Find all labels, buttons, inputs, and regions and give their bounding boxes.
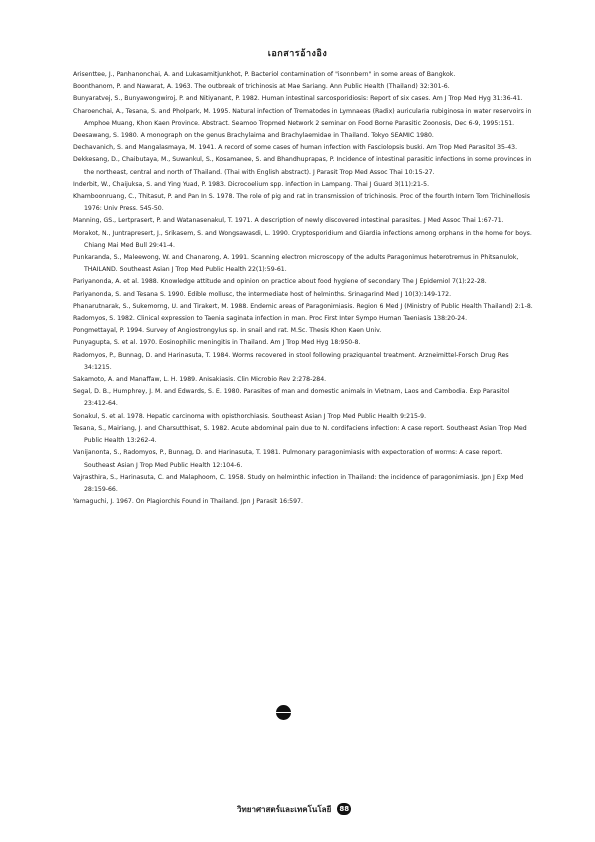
reference-item: Punkaranda, S., Maleewong, W. and Chanarong, A. 1991. Scanning electron microscopy of the adults Paragonimus heterotremus in Phitsanulok, THAILAND. Southeast Asian J Trop Med Public Health 22(1):59-61. xyxy=(73,254,519,274)
page-footer xyxy=(237,802,357,816)
reference-item: Sonakul, S. et al. 1978. Hepatic carcinoma with opisthorchiasis. Southeast Asian J Trop Med Public Health 9:215-9. xyxy=(73,412,427,420)
reference-item: Sakamoto, A. and Manaffaw, L. H. 1989. Anisakiasis. Clin Microbio Rev 2:278-284. xyxy=(73,376,327,384)
reference-item: Phanarutnarak, S., Sukemorng, U. and Tirakert, M. 1988. Endemic areas of Paragonimiasis. Region 6 Med J (Ministry of Public Health Thailand) 2:1-8. xyxy=(73,302,533,310)
reference-item: Khamboonruang, C., Thitasut, P. and Pan In S. 1978. The role of pig and rat in transmission of trichinosis. Proc of the fourth Intern Tom Trichinellosis 1976: Univ Press. 545-50. xyxy=(73,193,530,213)
reference-item: Segal, D. B., Humphrey, J. M. and Edwards, S. E. 1980. Parasites of man and domestic animals in Vietnam, Laos and Cambodia. Exp Parasitol 23:412-64. xyxy=(73,388,510,408)
reference-item: Radomyos, S. 1982. Clinical expression to Taenia saginata infection in man. Proc First Inter Sympo Human Taeniasis 138:20-24. xyxy=(73,315,468,323)
reference-item: Vanijanonta, S., Radomyos, P., Bunnag, D. and Harinasuta, T. 1981. Pulmonary paragonimiasis with expectoration of worms: A case report. Southeast Asian J Trop Med Public Health 12:104-6. xyxy=(73,449,503,469)
reference-item: Charoenchai, A., Tesana, S. and Pholpark, M. 1995. Natural infection of Trematodes in Lymnaeas (Radix) auricularia rubiginosa in water reservoirs in Amphoe Muang, Khon Kaen Province. Abstract. Seamoo Tropmed Network 2 seminar on Food Borne Parasitic Zoonosis, Dec 6-9, 1995:151. xyxy=(73,107,532,127)
reference-item: Tesana, S., Mairiang, J. and Charsutthisat, S. 1982. Acute abdominal pain due to N. cordifaciens infection: A case report. Southeast Asian Trop Med Public Health 13:262-4. xyxy=(73,424,527,445)
reference-item: Inderbit, W., Chaijuksa, S. and Ying Yuad, P. 1983. Dicrocoelium spp. infection in Lampang. Thai J Guard 3(11):21-5. xyxy=(73,180,430,188)
reference-item: Radomyos, P., Bunnag, D. and Harinasuta, T. 1984. Worms recovered in stool following praziquantel treatment. Arzneimittel-Forsch Drug Res 34:1215. xyxy=(73,351,509,371)
reference-item: Yamaguchi, J. 1967. On Plagiorchis Found in Thailand. Jpn J Parasit 16:597. xyxy=(73,498,303,506)
footer-journal-name: วิทยาศาสตร์และเทคโนโลยี xyxy=(237,804,332,814)
end-marker-icon xyxy=(276,705,291,720)
reference-item: Bunyaratvej, S., Bunyawongwiroj, P. and Nitiyanant, P. 1982. Human intestinal sarcosporidiosis: Report of six cases. Am J Trop Med Hyg 31:36-41. xyxy=(73,95,523,103)
page-number: 88 xyxy=(337,803,351,815)
reference-item: Boonthanom, P. and Nawarat, A. 1963. The outbreak of trichinosis at Mae Sariang. Ann Public Health (Thailand) 32:301-6. xyxy=(73,83,450,91)
reference-item: Morakot, N., Juntrapresert, J., Srikasem, S. and Wongsawasdi, L. 1990. Cryptosporidium and Giardia infections among orphans in the home for boys. Chiang Mai Med Bull 29:41-4. xyxy=(73,229,532,249)
reference-item: Vajrasthira, S., Harinasuta, C. and Malaphoom, C. 1958. Study on helminthic infection in Thailand: the incidence of paragonimiasis. Jpn J Exp Med 28:159-66. xyxy=(73,473,524,493)
reference-item: Arisenttee, J., Panhanonchai, A. and Lukasamitjunkhot, P. Bacteriol contamination of "isonnbern" in some areas of Bangkok. xyxy=(73,71,456,78)
reference-item: Manning, GS., Lertprasert, P. and Watanasenakul, T. 1971. A description of newly discovered intestinal parasites. J Med Assoc Thai 1:67-71. xyxy=(73,217,504,225)
reference-item: Dekkesang, D., Chaibutaya, M., Suwankul, S., Kosamanee, S. and Bhandhuprapas, P. Incidence of intestinal parasitic infections in some provinces in the northeast, central and north of Thailand. (Thai with English abstract). J Parasit Trop Med Assoc Thai 10:15-27. xyxy=(73,156,532,176)
reference-item: Deesawang, S. 1980. A monograph on the genus Brachylaima and Brachylaemidae in Thailand. Tokyo SEAMIC 1980. xyxy=(73,132,434,140)
reference-item: Pongmettayal, P. 1994. Survey of Angiostrongylus sp. in snail and rat. M.Sc. Thesis Khon Kaen Univ. xyxy=(73,327,382,335)
reference-item: Pariyanonda, A. et al. 1988. Knowledge attitude and opinion on practice about food hygiene of secondary The J Epidemiol 7(1):22-28. xyxy=(73,278,487,286)
reference-item: Pariyanonda, S. and Tesana S. 1990. Edible mollusc, the intermediate host of helminths. Srinagarind Med J 10(3):149-172. xyxy=(73,290,452,298)
page-title: เอกสารอ้างอิง xyxy=(267,49,328,59)
reference-item: Dechavanich, S. and Mangalasmaya, M. 1941. A record of some cases of human infection with Fasciolopsis buski. Am Trop Med Parasitol 35-43. xyxy=(73,144,518,152)
reference-list xyxy=(73,69,535,508)
reference-item: Punyagupta, S. et al. 1970. Eosinophilic meningitis in Thailand. Am J Trop Med Hyg 18:950-8. xyxy=(73,339,361,347)
